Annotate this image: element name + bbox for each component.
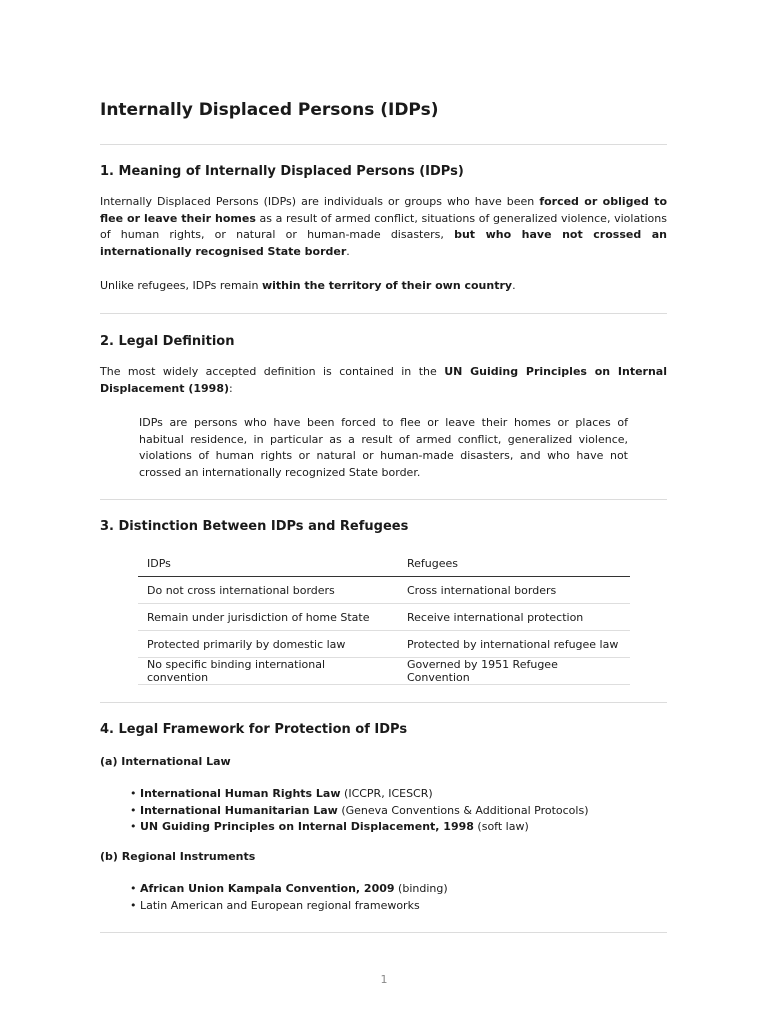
- table-cell: No specific binding international convention: [138, 658, 398, 685]
- table-row: [138, 577, 630, 604]
- section-1-heading: 1. Meaning of Internally Displaced Persons (IDPs): [100, 164, 464, 179]
- table-cell: Cross international borders: [398, 577, 630, 604]
- regional-instruments-list: [130, 881, 448, 914]
- section-1-paragraph-1: Internally Displaced Persons (IDPs) are individuals or groups who have been forced or obliged to flee or leave their homes as a result of armed conflict, situations of generalized violence, violations of human rights, or natural or human-made disasters, but who have not crossed an internationally recognised State border.: [100, 195, 668, 258]
- list-item: • International Human Rights Law (ICCPR, ICESCR): [130, 786, 588, 803]
- divider: [100, 313, 667, 314]
- list-item: • African Union Kampala Convention, 2009 (binding): [130, 881, 448, 898]
- table-row: [138, 631, 630, 658]
- section-2-heading: 2. Legal Definition: [100, 334, 235, 349]
- divider: [100, 144, 667, 145]
- list-item: • Latin American and European regional frameworks: [130, 898, 448, 915]
- subsection-a-heading: (a) International Law: [100, 755, 231, 768]
- table-cell: Protected by international refugee law: [398, 631, 630, 658]
- section-1-paragraph-2: Unlike refugees, IDPs remain within the territory of their own country.: [100, 279, 516, 292]
- section-2-paragraph: The most widely accepted definition is contained in the UN Guiding Principles on Internal Displacement (1998):: [100, 365, 667, 395]
- definition-quote: IDPs are persons who have been forced to flee or leave their homes or places of habitual residence, in particular as a result of armed conflict, generalized violence, violations of human rights or natural or human-made disasters, and who have not crossed an internationally recognized State border.: [139, 416, 628, 479]
- subsection-b-heading: (b) Regional Instruments: [100, 850, 256, 863]
- table-cell: Governed by 1951 Refugee Convention: [398, 658, 630, 685]
- table-cell: Do not cross international borders: [138, 577, 398, 604]
- table-header-idps: IDPs: [138, 550, 398, 577]
- divider: [100, 702, 667, 703]
- table-row: [138, 658, 630, 685]
- table-cell: Protected primarily by domestic law: [138, 631, 398, 658]
- page-number: 1: [380, 973, 388, 986]
- table-cell: Remain under jurisdiction of home State: [138, 604, 398, 631]
- divider: [100, 932, 667, 933]
- divider: [100, 499, 667, 500]
- document-title: Internally Displaced Persons (IDPs): [100, 100, 439, 120]
- table-header-refugees: Refugees: [398, 550, 630, 577]
- comparison-table: [138, 550, 630, 685]
- section-4-heading: 4. Legal Framework for Protection of IDPs: [100, 722, 408, 737]
- international-law-list: [130, 786, 588, 836]
- table-cell: Receive international protection: [398, 604, 630, 631]
- list-item: • International Humanitarian Law (Geneva Conventions & Additional Protocols): [130, 803, 588, 820]
- table-row: [138, 604, 630, 631]
- table-header-row: [138, 550, 630, 577]
- section-3-heading: 3. Distinction Between IDPs and Refugees: [100, 519, 409, 534]
- list-item: • UN Guiding Principles on Internal Displacement, 1998 (soft law): [130, 819, 588, 836]
